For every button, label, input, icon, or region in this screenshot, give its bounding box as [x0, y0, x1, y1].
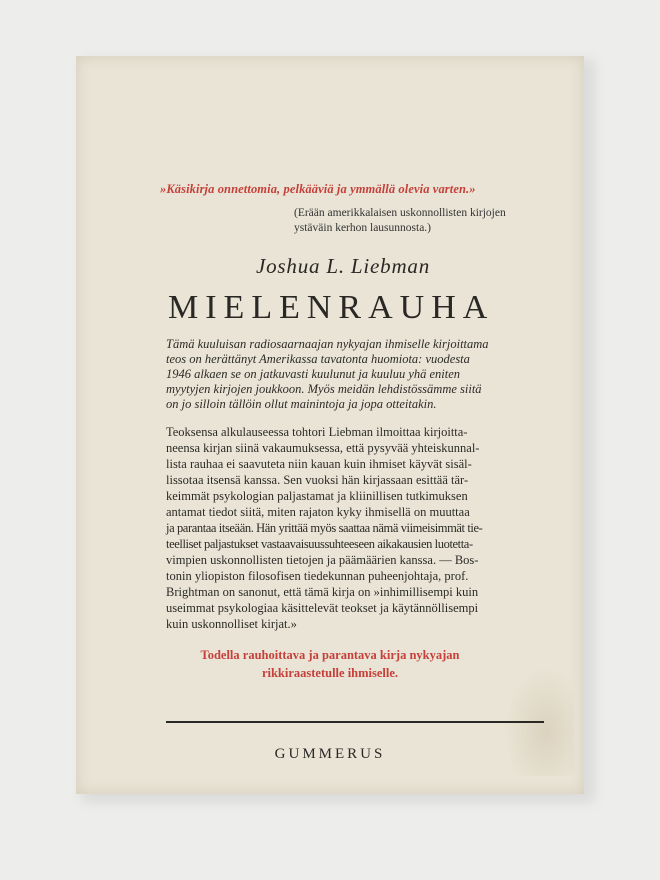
body-line: teelliset paljastukset vastaavaisuussuhteeseen aikakausien luotetta-	[166, 537, 473, 551]
body-line: lista rauhaa ei saavuteta niin kauan kuin ihmiset käyvät sisäl-	[166, 457, 472, 471]
body-line: tonin yliopiston filosofisen tiedekunnan puheenjohtaja, prof.	[166, 569, 469, 583]
body-line: antamat tiedot siitä, miten rajaton kyky ihmisellä on muuttaa	[166, 505, 470, 519]
body-line: useimmat psykologiaa käsittelevät teokset ja käytännöllisempi	[166, 601, 479, 615]
body-line: Teoksensa alkulauseessa tohtori Liebman ilmoittaa kirjoitta-	[166, 425, 468, 439]
intro-line: Tämä kuuluisan radiosaarnaajan nykyajan ihmiselle kirjoittama	[166, 337, 489, 351]
intro-paragraph	[166, 337, 566, 412]
body-line: lissotaa itsensä kanssa. Sen vuoksi hän kirjassaan esittää tär-	[166, 473, 469, 487]
tagline-line: Todella rauhoittava ja parantava kirja nykyajan	[200, 648, 460, 662]
body-line: vimpien uskonnollisten tietojen ja päämäärien kanssa. — Bos-	[166, 553, 479, 567]
tagline	[76, 646, 584, 682]
quote-source-line: (Erään amerikkalaisen uskonnollisten kirjojen	[294, 207, 506, 219]
intro-line: 1946 alkaen se on jatkuvasti kuulunut ja kuuluu yhä eniten	[166, 367, 461, 381]
body-line: neensa kirjan siinä vakaumuksessa, että pysyvää yhteiskunnal-	[166, 441, 480, 455]
intro-line: on jo silloin tällöin ollut mainintoja ja jopa otteitakin.	[166, 397, 437, 411]
divider-rule	[166, 721, 544, 723]
publisher-name: GUMMERUS	[274, 746, 386, 762]
intro-line: teos on herättänyt Amerikassa tavatonta huomiota: vuodesta	[166, 352, 470, 366]
description-paragraph	[166, 424, 566, 632]
book-title: MIELENRAUHA	[168, 289, 495, 326]
quote-source	[294, 206, 574, 236]
review-quote: »Käsikirja onnettomia, pelkääviä ja ymmällä olevia varten.»	[160, 182, 476, 196]
book-back-cover	[76, 56, 584, 794]
body-line: keimmät psykologian paljastamat ja kliinillisen tutkimuksen	[166, 489, 468, 503]
body-line: kuin uskonnolliset kirjat.»	[166, 617, 297, 631]
intro-line: myytyjen kirjojen joukkoon. Myös meidän lehdistössämme siitä	[166, 382, 482, 396]
author-name: Joshua L. Liebman	[256, 254, 431, 278]
body-line: Brightman on sanonut, että tämä kirja on »inhimillisempi kuin	[166, 585, 479, 599]
quote-source-line: ystäväin kerhon lausunnosta.)	[294, 222, 432, 234]
body-line: ja parantaa itseään. Hän yrittää myös saattaa nämä viimeisimmät tie-	[166, 521, 483, 535]
tagline-line: rikkiraastetulle ihmiselle.	[261, 666, 399, 680]
